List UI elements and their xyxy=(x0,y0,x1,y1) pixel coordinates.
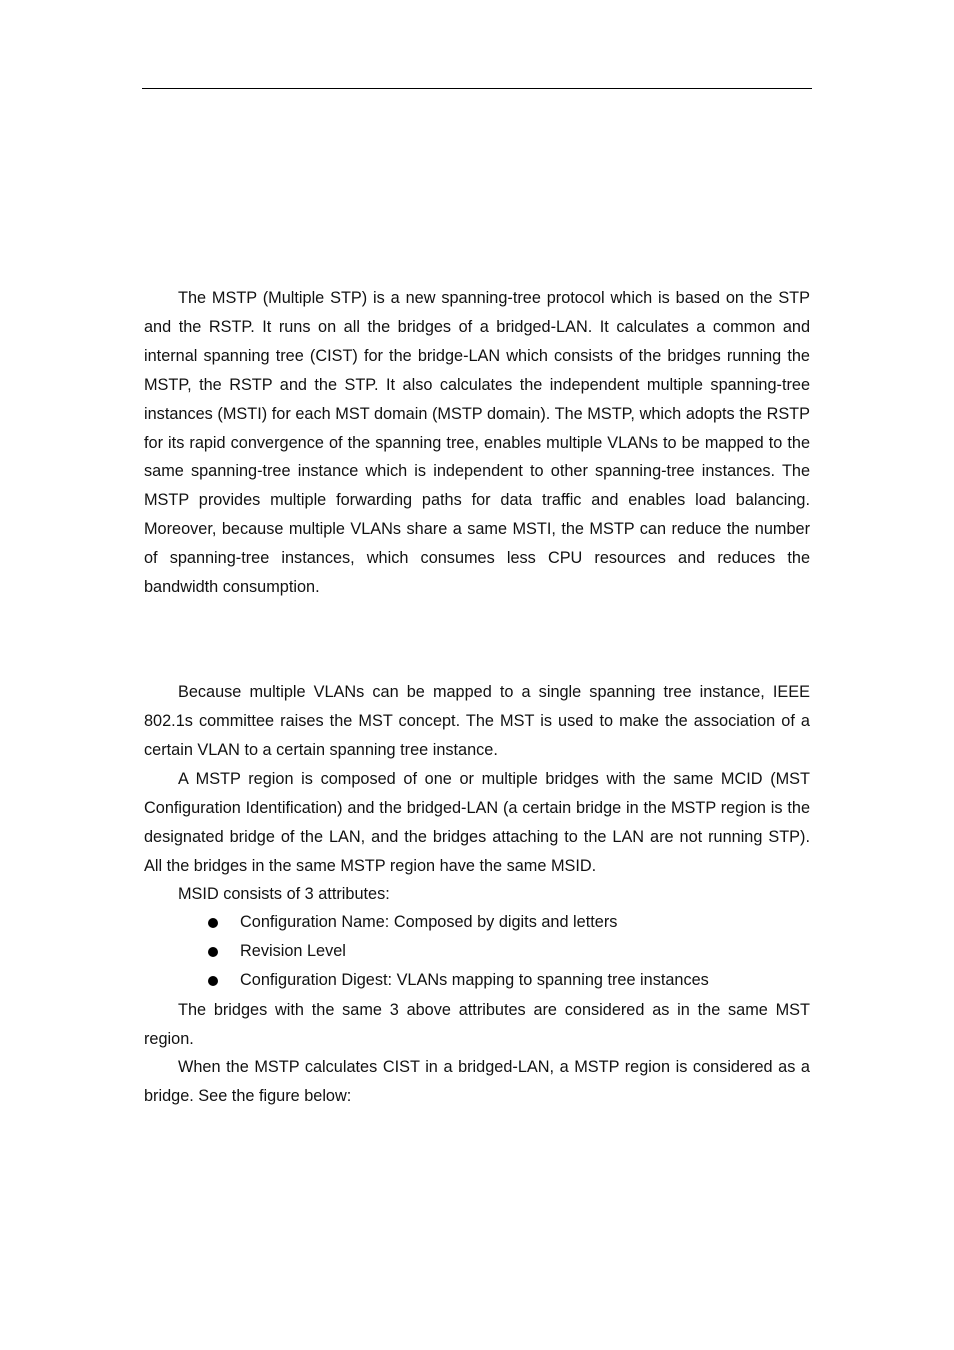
mstp-region-paragraph: A MSTP region is composed of one or multiple bridges with the same MCID (MST Configuration Identification) and the bridged-LAN (a certain bridge in the MSTP region is the designated bridge of the LAN, and the bridges attaching to the LAN are not running STP). All the bridges in the same MSTP region have the same MSID. xyxy=(144,770,810,875)
bullet-icon xyxy=(208,947,218,957)
same-region-paragraph: The bridges with the same 3 above attributes are considered as in the same MST region. xyxy=(144,1001,810,1048)
list-item xyxy=(144,966,810,995)
list-item xyxy=(144,908,810,937)
mstp-overview-paragraph: The MSTP (Multiple STP) is a new spanning-tree protocol which is based on the STP and the RSTP. It runs on all the bridges of a bridged-LAN. It calculates a common and internal spanning tree (CIST) for the bridge-LAN which consists of the bridges running the MSTP, the RSTP and the STP. It also calculates the independent multiple spanning-tree instances (MSTI) for each MST domain (MSTP domain). The MSTP, which adopts the RSTP for its rapid convergence of the spanning tree, enables multiple VLANs to be mapped to the same spanning-tree instance which is independent to other spanning-tree instances. The MSTP provides multiple forwarding paths for data traffic and enables load balancing. Moreover, because multiple VLANs share a same MSTI, the MSTP can reduce the number of spanning-tree instances, which consumes less CPU resources and reduces the bandwidth consumption. xyxy=(144,289,810,597)
msid-attribute-list xyxy=(144,908,810,995)
bullet-icon xyxy=(208,918,218,928)
cist-calculation-paragraph: When the MSTP calculates CIST in a bridged-LAN, a MSTP region is considered as a bridge. See the figure below: xyxy=(144,1058,810,1105)
header-rule xyxy=(142,88,812,89)
list-item-text: Configuration Name: Composed by digits and letters xyxy=(240,913,618,931)
mst-concept-paragraph: Because multiple VLANs can be mapped to a single spanning tree instance, IEEE 802.1s committee raises the MST concept. The MST is used to make the association of a certain VLAN to a certain spanning tree instance. xyxy=(144,683,810,759)
list-item-text: Configuration Digest: VLANs mapping to spanning tree instances xyxy=(240,970,709,989)
bullet-icon xyxy=(208,976,218,986)
msid-intro-paragraph: MSID consists of 3 attributes: xyxy=(178,885,390,903)
list-item-text: Revision Level xyxy=(240,941,346,960)
list-item xyxy=(144,937,810,966)
